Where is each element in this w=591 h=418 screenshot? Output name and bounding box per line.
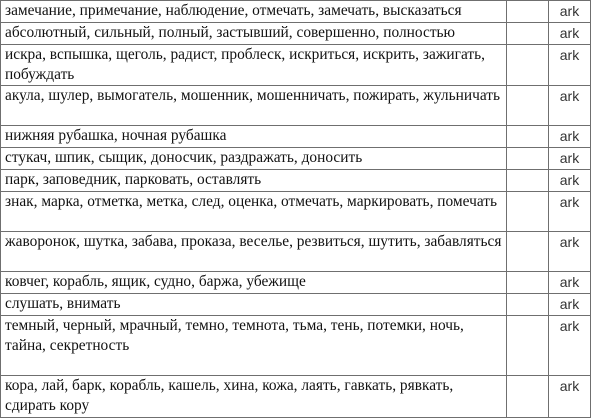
source-word-cell (549, 272, 591, 294)
table-row (1, 272, 591, 294)
source-word-text: ark (559, 47, 580, 63)
table-row (1, 192, 591, 232)
table-row (1, 1, 591, 23)
table-row (1, 126, 591, 148)
word-cell (1, 45, 507, 86)
word-cell (1, 148, 507, 170)
source-word-text: ark (559, 3, 580, 19)
empty-cell (507, 316, 549, 376)
empty-cell (507, 376, 549, 418)
source-word-cell (549, 376, 591, 418)
word-translations-text: замечание, примечание, наблюдение, отмечать, замечать, высказаться (5, 2, 462, 19)
word-translations-text: ковчег, корабль, ящик, судно, баржа, убежище (5, 273, 306, 290)
empty-cell (507, 1, 549, 23)
source-word-cell (549, 170, 591, 192)
source-word-cell (549, 232, 591, 272)
source-word-cell (549, 45, 591, 86)
empty-cell (507, 126, 549, 148)
empty-cell (507, 170, 549, 192)
empty-cell (507, 232, 549, 272)
table-row (1, 86, 591, 126)
word-translations-text: абсолютный, сильный, полный, застывший, совершенно, полностью (5, 24, 456, 41)
table-row (1, 170, 591, 192)
word-translations-text: парк, заповедник, парковать, оставлять (5, 171, 262, 188)
source-word-cell (549, 316, 591, 376)
source-word-cell (549, 192, 591, 232)
word-cell (1, 192, 507, 232)
source-word-cell (549, 148, 591, 170)
word-cell (1, 316, 507, 376)
source-word-text: ark (559, 318, 580, 334)
source-word-cell (549, 126, 591, 148)
source-word-text: ark (559, 88, 580, 104)
word-translations-text: стукач, шпик, сыщик, доносчик, раздражать, доносить (5, 149, 363, 166)
source-word-text: ark (559, 150, 580, 166)
source-word-cell (549, 294, 591, 316)
word-translations-text: знак, марка, отметка, метка, след, оценка, отмечать, маркировать, помечать (5, 193, 498, 210)
empty-cell (507, 45, 549, 86)
table-row (1, 232, 591, 272)
table-row (1, 376, 591, 418)
word-translations-text: акула, шулер, вымогатель, мошенник, мошенничать, пожирать, жульничать (5, 87, 500, 104)
source-word-cell (549, 23, 591, 45)
source-word-text: ark (559, 378, 580, 394)
word-translations-text: нижняя рубашка, ночная рубашка (5, 127, 227, 144)
word-cell (1, 294, 507, 316)
empty-cell (507, 23, 549, 45)
empty-cell (507, 272, 549, 294)
empty-cell (507, 192, 549, 232)
word-translations-text: темный, черный, мрачный, темно, темнота, тьма, тень, потемки, ночь, тайна, секретность (5, 317, 464, 354)
source-word-text: ark (559, 194, 580, 210)
source-word-text: ark (559, 234, 580, 250)
table-row (1, 23, 591, 45)
empty-cell (507, 86, 549, 126)
word-cell (1, 272, 507, 294)
table-row (1, 148, 591, 170)
table-row (1, 45, 591, 86)
word-translations-text: слушать, внимать (5, 295, 121, 312)
table-row (1, 316, 591, 376)
word-translations-text: жаворонок, шутка, забава, проказа, веселье, резвиться, шутить, забавляться (5, 233, 502, 250)
word-cell (1, 232, 507, 272)
empty-cell (507, 148, 549, 170)
table-row (1, 294, 591, 316)
source-word-text: ark (559, 172, 580, 188)
table-body (1, 1, 591, 418)
empty-cell (507, 294, 549, 316)
source-word-text: ark (559, 25, 580, 41)
source-word-text: ark (559, 296, 580, 312)
word-cell (1, 126, 507, 148)
source-word-text: ark (559, 274, 580, 290)
source-word-text: ark (559, 128, 580, 144)
source-word-cell (549, 1, 591, 23)
word-translations-text: кора, лай, барк, корабль, кашель, хина, кожа, лаять, гавкать, рявкать, сдирать кору (5, 377, 454, 414)
word-cell (1, 1, 507, 23)
source-word-cell (549, 86, 591, 126)
word-cell (1, 376, 507, 418)
word-cell (1, 23, 507, 45)
word-cell (1, 170, 507, 192)
word-cell (1, 86, 507, 126)
word-translations-text: искра, вспышка, щеголь, радист, проблеск, искриться, искрить, зажигать, побуждать (5, 46, 485, 83)
